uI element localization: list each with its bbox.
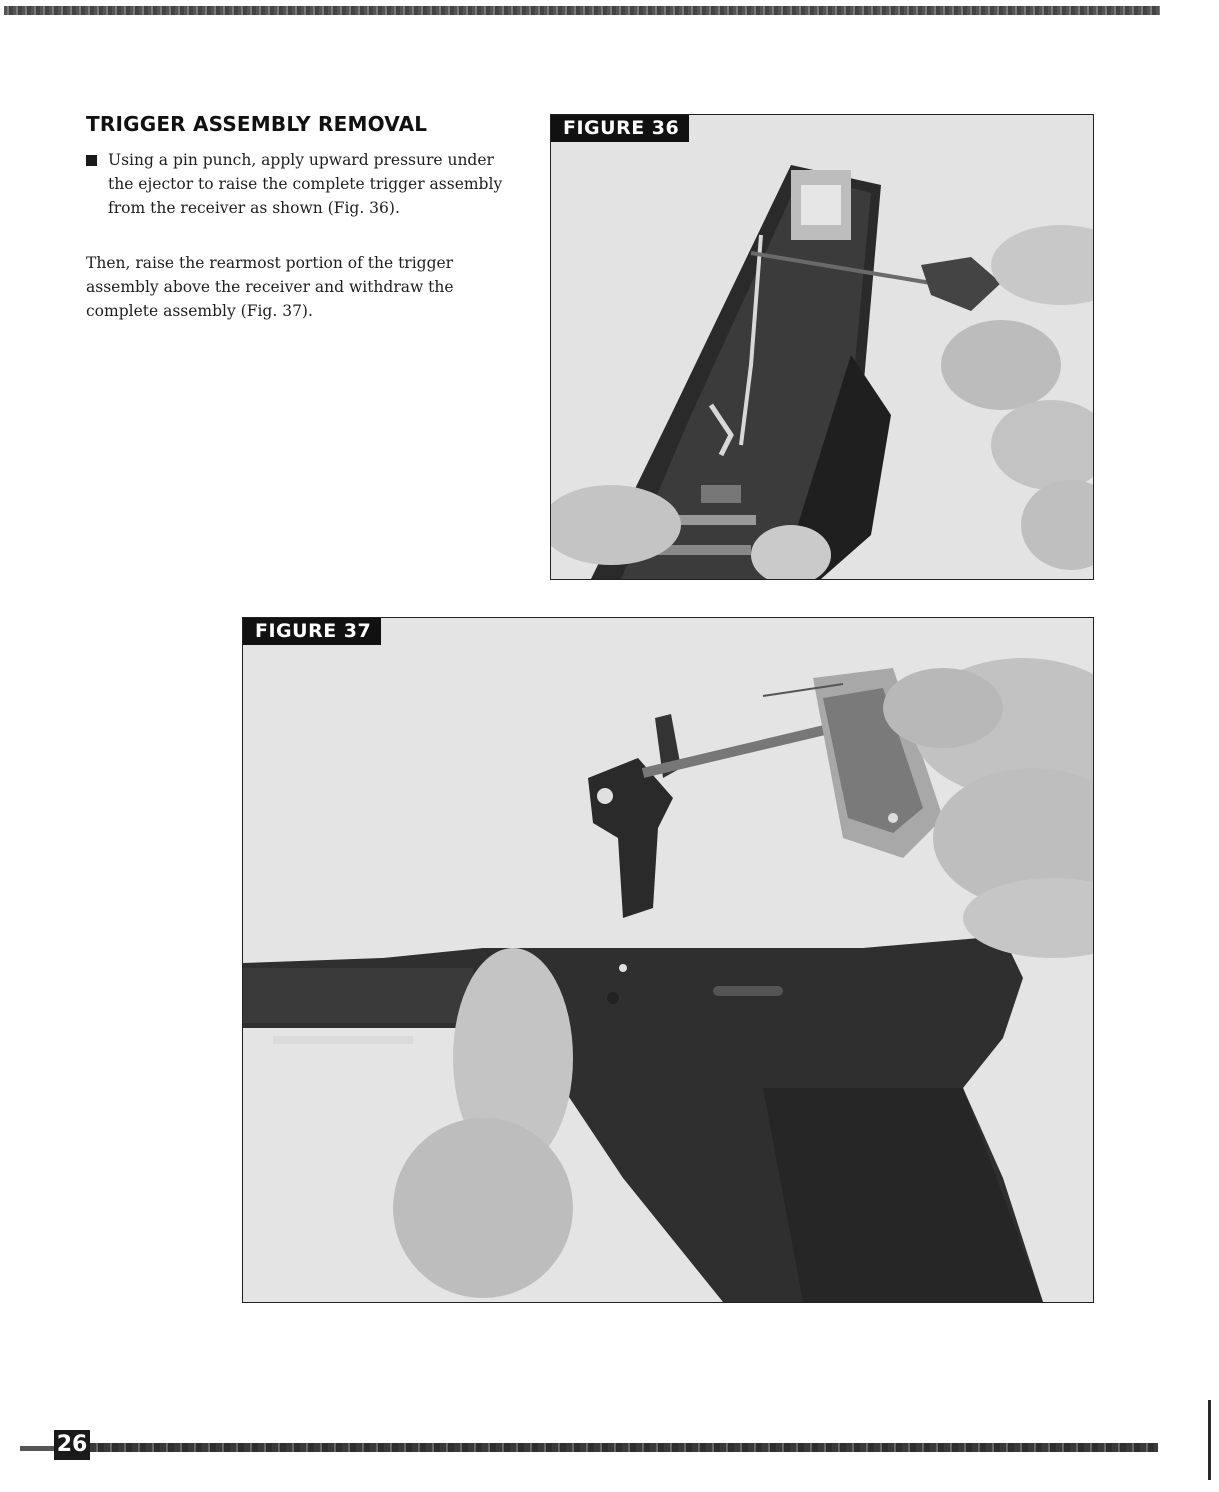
- figure-37: [242, 617, 1094, 1303]
- section-heading: TRIGGER ASSEMBLY REMOVAL: [86, 112, 428, 136]
- body-paragraph: Then, raise the rearmost portion of the trigger assembly above the receiver and withdraw the complete assembly (Fig. 37).: [86, 254, 454, 320]
- top-rule: [4, 6, 1160, 15]
- bullet-text: Using a pin punch, apply upward pressure under the ejector to raise the complete trigger assembly from the receiver as shown (Fig. 36).: [108, 151, 503, 217]
- figure-36-photo: [551, 115, 1093, 579]
- figure-36-label: FIGURE 36: [551, 115, 689, 142]
- bottom-rule-left: [20, 1446, 54, 1451]
- bullet-paragraph: [86, 148, 516, 220]
- page-edge-mark: [1208, 1400, 1211, 1480]
- square-bullet-icon: [86, 155, 97, 166]
- page-number: 26: [54, 1430, 90, 1460]
- figure-36: [550, 114, 1094, 580]
- figure-37-label: FIGURE 37: [243, 618, 381, 645]
- figure-37-photo: [243, 618, 1093, 1302]
- bottom-rule: [90, 1443, 1158, 1452]
